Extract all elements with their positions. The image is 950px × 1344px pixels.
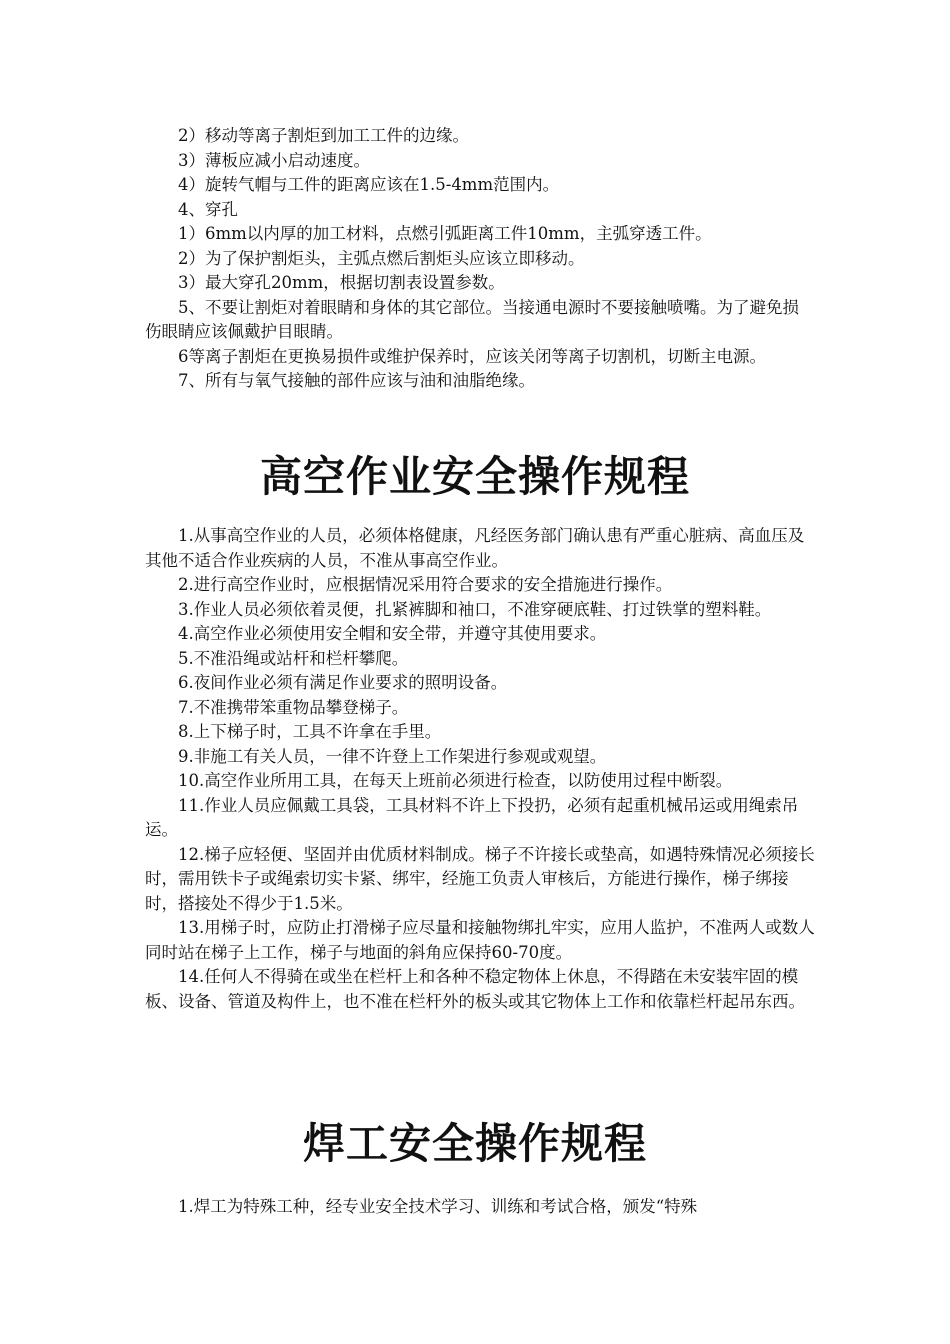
- rule-item: 2.进行高空作业时，应根据情况采用符合要求的安全措施进行操作。: [178, 575, 673, 594]
- rule-item: 14.任何人不得骑在或坐在栏杆上和各种不稳定物体上休息，不得踏在未安装牢固的模板、设备、管道及构件上，也不准在栏杆外的板头或其它物体上工作和依靠栏杆起吊东西。: [145, 967, 805, 1011]
- rule-item: 6.夜间作业必须有满足作业要求的照明设备。: [178, 673, 508, 692]
- intro-line: 2）为了保护割炬头，主弧点燃后割炬头应该立即移动。: [178, 248, 585, 268]
- intro-line: 3）薄板应减小启动速度。: [178, 150, 370, 170]
- intro-block: [145, 124, 815, 394]
- rule-item: 8.上下梯子时，工具不许拿在手里。: [178, 722, 442, 741]
- intro-line: 2）移动等离子割炬到加工工件的边缘。: [178, 126, 469, 145]
- rule-item: 11.作业人员应佩戴工具袋，工具材料不许上下投扔，必须有起重机械吊运或用绳索吊运。: [145, 795, 799, 839]
- rule-item: 3.作业人员必须依着灵便，扎紧裤脚和袖口，不准穿硬底鞋、打过铁掌的塑料鞋。: [178, 599, 772, 619]
- intro-line: 1）6mm以内厚的加工材料，点燃引弧距离工件10mm，主弧穿透工件。: [178, 224, 712, 243]
- rule-item: 1.焊工为特殊工种，经专业安全技术学习、训练和考试合格，颁发“特殊: [178, 1197, 698, 1216]
- intro-line: 4）旋转气帽与工件的距离应该在1.5-4mm范围内。: [178, 175, 560, 194]
- intro-line: 6等离子割炬在更换易损件或维护保养时，应该关闭等离子切割机，切断主电源。: [178, 346, 766, 366]
- rule-item: 13.用梯子时，应防止打滑梯子应尽量和接触物绑扎牢实，应用人监护，不准两人或数人同时站在梯子上工作，梯子与地面的斜角应保持60-70度。: [145, 918, 815, 962]
- intro-line: 4、穿孔: [178, 199, 238, 219]
- section-title-high-altitude: 高空作业安全操作规程: [259, 452, 690, 501]
- section-title-welding: 焊工安全操作规程: [302, 1119, 647, 1168]
- welding-rules: [145, 1195, 815, 1220]
- rule-item: 10.高空作业所用工具，在每天上班前必须进行检查，以防使用过程中断裂。: [178, 771, 733, 790]
- intro-line: 5、不要让割炬对着眼睛和身体的其它部位。当接通电源时不要接触喷嘴。为了避免损伤眼睛应该佩戴护目眼睛。: [145, 297, 799, 341]
- rule-item: 7.不准携带笨重物品攀登梯子。: [178, 697, 409, 717]
- rule-item: 12.梯子应轻便、坚固并由优质材料制成。梯子不许接长或垫高，如遇特殊情况必须接长时，需用铁卡子或绳索切实卡紧、绑牢，经施工负责人审核后，方能进行操作，梯子绑接时，搭接处不得少于1.5米。: [145, 844, 815, 913]
- intro-line: 7、所有与氧气接触的部件应该与油和油脂绝缘。: [178, 371, 535, 390]
- rule-item: 1.从事高空作业的人员，必须体格健康，凡经医务部门确认患有严重心脏病、高血压及其他不适合作业疾病的人员，不准从事高空作业。: [145, 526, 805, 570]
- rule-item: 4.高空作业必须使用安全帽和安全带，并遵守其使用要求。: [178, 624, 607, 643]
- high-altitude-rules: [145, 524, 815, 1014]
- intro-line: 3）最大穿孔20mm，根据切割表设置参数。: [178, 273, 505, 292]
- rule-item: 5.不准沿绳或站杆和栏杆攀爬。: [178, 648, 409, 668]
- rule-item: 9.非施工有关人员，一律不许登上工作架进行参观或观望。: [178, 746, 607, 766]
